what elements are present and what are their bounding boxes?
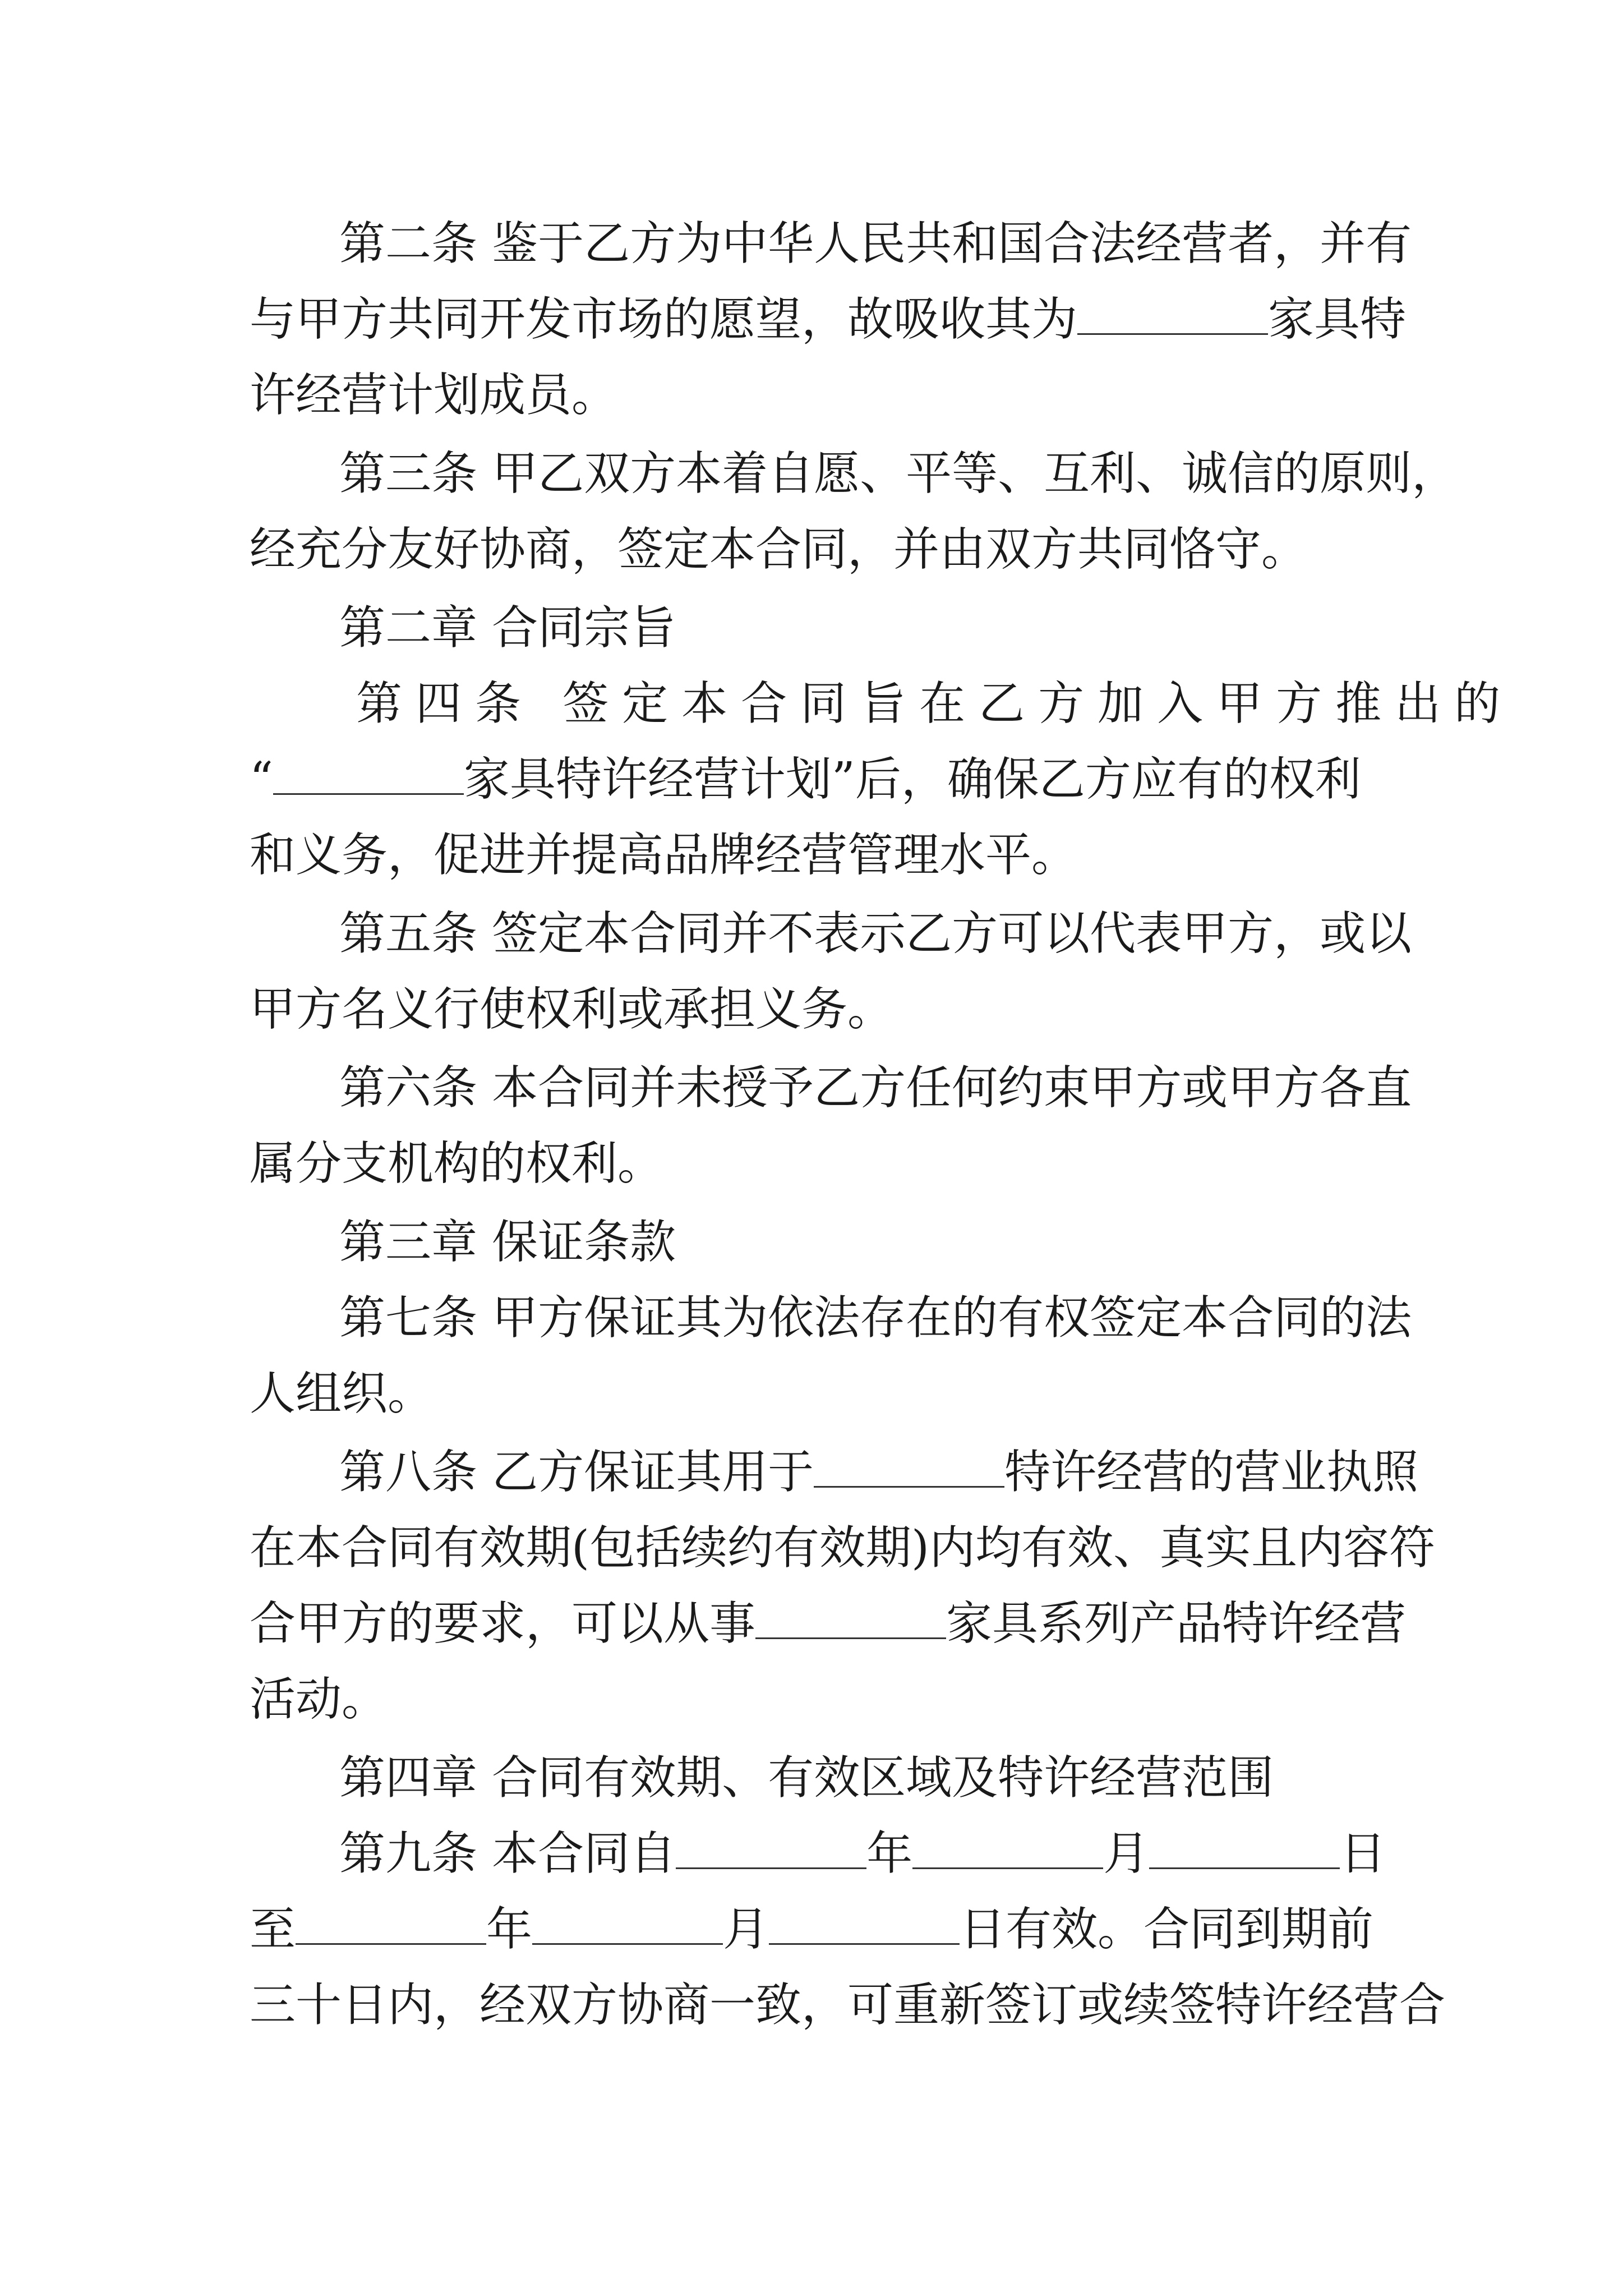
text: 第四条 签定本合同旨在乙方加入甲方推出的	[356, 677, 1514, 730]
article-2-line-3	[250, 367, 617, 424]
article-2-line-1	[339, 216, 1412, 272]
text: 甲方名义行使权利或承担义务。	[250, 983, 894, 1036]
text: 与甲方共同开发市场的愿望，故吸收其为	[250, 293, 1078, 346]
text: 年	[866, 1827, 913, 1880]
text: 第四章 合同有效期、有效区域及特许经营范围	[339, 1751, 1274, 1805]
fill-in-blank	[912, 1828, 1103, 1869]
text: 活动。	[250, 1673, 388, 1726]
article-9-line-2	[250, 1902, 1373, 1958]
article-5-line-2	[250, 982, 893, 1038]
text: 经充分友好协商，签定本合同，并由双方共同恪守。	[250, 523, 1308, 576]
fill-in-blank	[769, 1904, 960, 1945]
article-8-line-4	[250, 1672, 388, 1728]
article-8-line-3	[250, 1596, 1406, 1652]
article-3-line-2	[250, 522, 1307, 578]
article-2-line-2	[250, 292, 1406, 348]
text: 三十日内，经双方协商一致，可重新签订或续签特许经营合	[250, 1978, 1446, 2032]
fill-in-blank	[532, 1904, 723, 1945]
article-8-line-2	[250, 1520, 1435, 1576]
text: 人组织。	[250, 1367, 434, 1420]
text: 家具特	[1268, 293, 1407, 346]
fill-in-blank	[755, 1598, 946, 1639]
text: 日	[1340, 1827, 1386, 1880]
text: 第二章 合同宗旨	[339, 601, 676, 655]
text: 属分支机构的权利。	[250, 1137, 664, 1190]
text: 第三条 甲乙双方本着自愿、平等、互利、诚信的原则，	[339, 447, 1458, 500]
chapter-3-heading	[339, 1214, 676, 1271]
article-6-line-1	[339, 1060, 1412, 1116]
text: 第五条 签定本合同并不表示乙方可以代表甲方，或以	[339, 907, 1412, 960]
article-5-line-1	[339, 906, 1412, 962]
text: “	[250, 753, 273, 806]
text: 第六条 本合同并未授予乙方任何约束甲方或甲方各直	[339, 1061, 1412, 1115]
text: 第九条 本合同自	[339, 1827, 676, 1880]
article-4-line-1	[356, 676, 1514, 732]
text: 月	[723, 1903, 769, 1956]
fill-in-blank	[273, 754, 464, 795]
fill-in-blank	[676, 1828, 866, 1869]
fill-in-blank	[814, 1447, 1004, 1488]
article-6-line-2	[250, 1136, 663, 1192]
text: 家具特许经营计划”后，确保乙方应有的权利	[463, 753, 1361, 806]
text: 和义务，促进并提高品牌经营管理水平。	[250, 829, 1078, 882]
text: 第七条 甲方保证其为依法存在的有权签定本合同的法	[339, 1291, 1412, 1345]
text: 日有效。合同到期前	[960, 1903, 1374, 1956]
article-7-line-2	[250, 1366, 434, 1422]
text: 第八条 乙方保证其用于	[339, 1446, 814, 1499]
text: 家具系列产品特许经营	[946, 1597, 1407, 1650]
text: 年	[486, 1903, 533, 1956]
chapter-4-heading	[339, 1750, 1274, 1806]
text: 合甲方的要求，可以从事	[250, 1597, 756, 1650]
fill-in-blank	[296, 1904, 486, 1945]
article-9-line-3	[250, 1977, 1445, 2033]
article-9-line-1	[339, 1826, 1386, 1882]
article-4-line-2	[250, 752, 1361, 808]
text: 在本合同有效期(包括续约有效期)内均有效、真实且内容符	[250, 1521, 1435, 1575]
article-4-line-3	[250, 827, 1077, 884]
text: 第二条 鉴于乙方为中华人民共和国合法经营者，并有	[339, 217, 1412, 270]
text: 许经营计划成员。	[250, 369, 618, 422]
text: 特许经营的营业执照	[1004, 1446, 1419, 1499]
fill-in-blank	[1149, 1828, 1340, 1869]
article-7-line-1	[339, 1290, 1412, 1346]
fill-in-blank	[1077, 294, 1268, 335]
chapter-2-heading	[339, 600, 676, 656]
text: 月	[1103, 1827, 1150, 1880]
text: 至	[250, 1903, 296, 1956]
text: 第三章 保证条款	[339, 1216, 676, 1269]
article-8-line-1	[339, 1444, 1418, 1501]
article-3-line-1	[339, 446, 1458, 502]
